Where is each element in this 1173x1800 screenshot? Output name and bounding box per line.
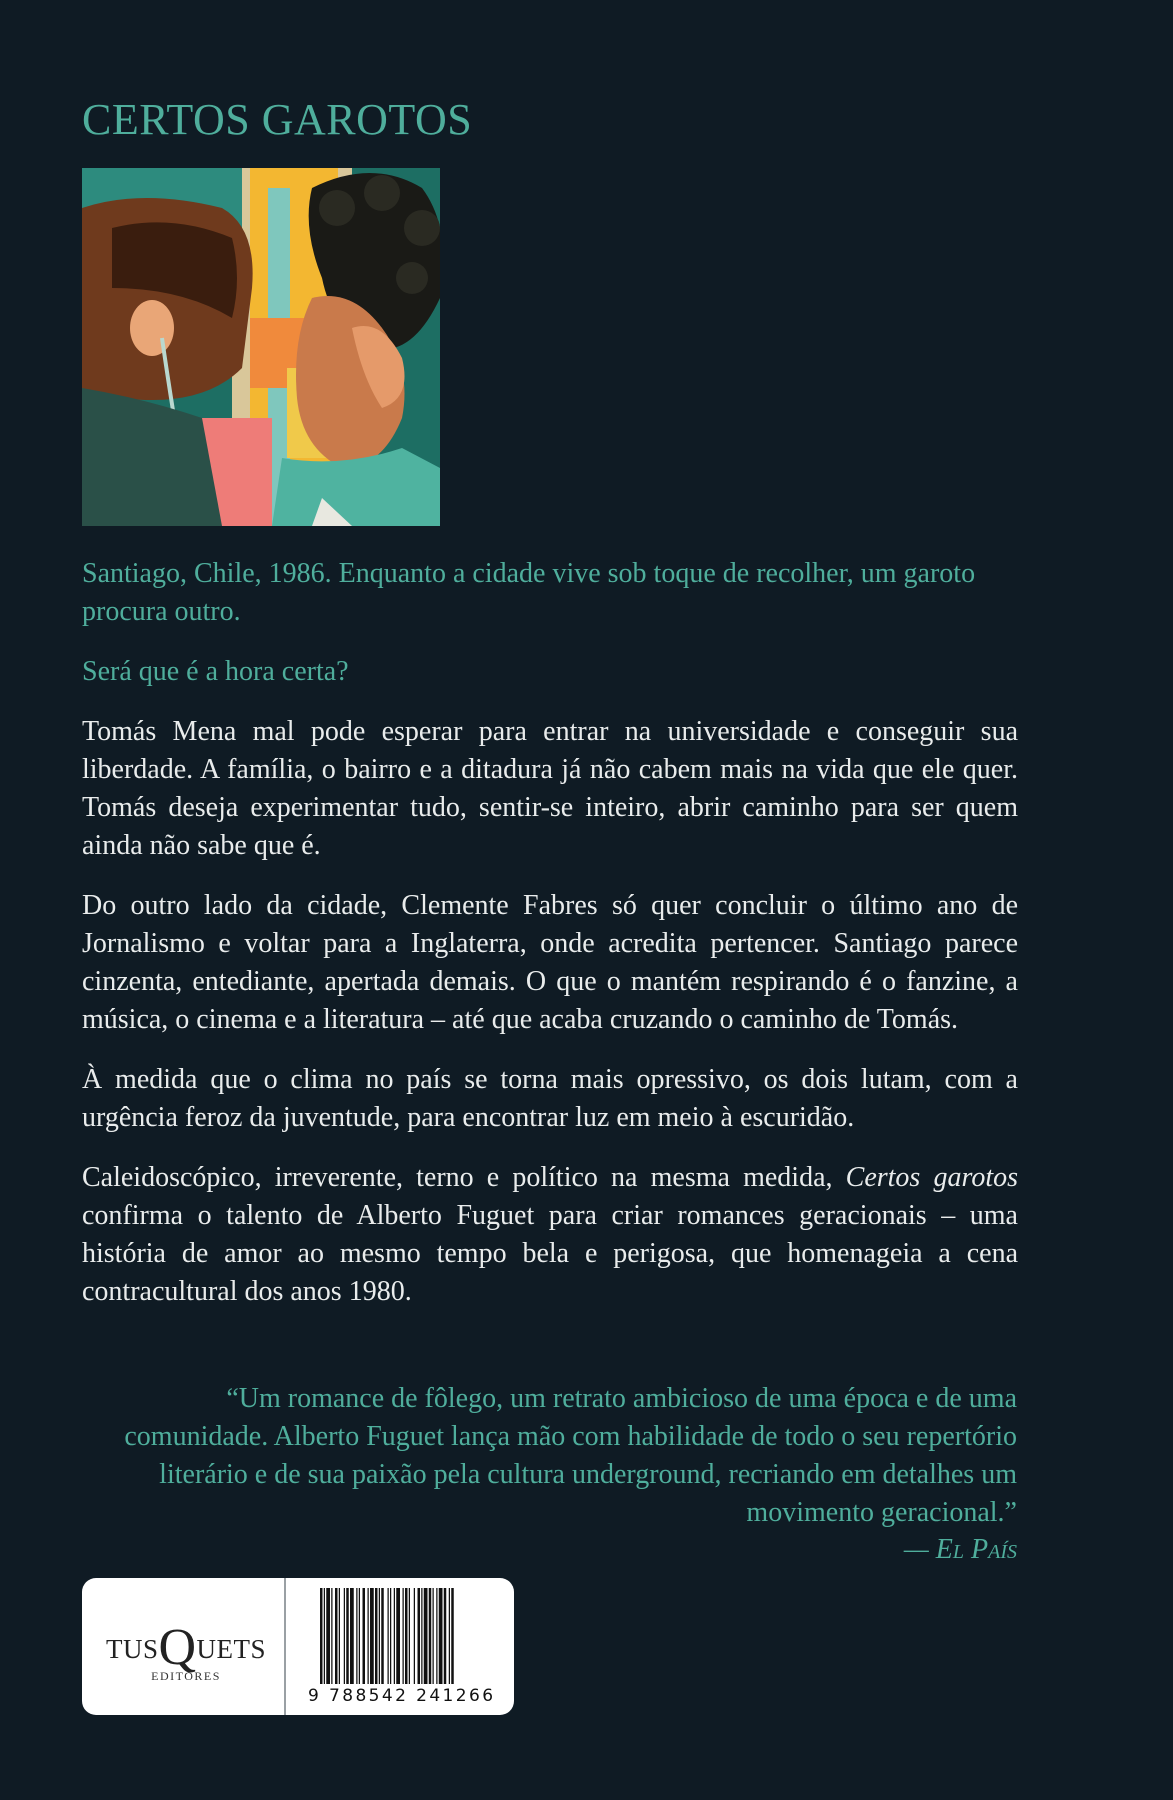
cover-illustration xyxy=(82,168,440,526)
barcode-bar xyxy=(418,1588,421,1684)
review-quote: “Um romance de fôlego, um retrato ambicioso de uma época e de uma comunidade. Alberto Fuguet lança mão com habilidade de todo o seu repertório literário e de sua paixão pela cultura underground, recriando em detalhes um movimento geracional.” xyxy=(124,1383,1017,1528)
barcode-bar xyxy=(429,1588,432,1684)
barcode-bar xyxy=(433,1588,434,1684)
blurb-paragraph xyxy=(82,1159,1018,1311)
barcode-bar xyxy=(324,1588,325,1684)
blurb-paragraph: Do outro lado da cidade, Clemente Fabres só quer concluir o último ano de Jornalismo e voltar para a Inglaterra, onde acredita pertencer. Santiago parece cinzenta, entediante, apertada demais. O que o mantém respirando é o fanzine, a música, o cinema e a literatura – até que acaba cruzando o caminho de Tomás. xyxy=(82,890,1018,1035)
barcode-panel xyxy=(82,1578,514,1715)
barcode-bar xyxy=(436,1588,437,1684)
blurb-tagline: Santiago, Chile, 1986. Enquanto a cidade vive sob toque de recolher, um garoto procura outro. xyxy=(82,558,976,627)
blurb-text: confirma o talento de Alberto Fuguet para criar romances geracionais – uma história de amor ao mesmo tempo bela e perigosa, que homenageia a cena contracultural dos anos 1980. xyxy=(82,1200,1018,1307)
barcode-bar xyxy=(405,1588,408,1684)
barcode-bar xyxy=(409,1588,410,1684)
barcode-bar xyxy=(444,1588,447,1684)
barcode-bar xyxy=(363,1588,366,1684)
attribution-dash: — xyxy=(903,1534,936,1565)
barcode-bar xyxy=(381,1588,384,1684)
barcode-bar xyxy=(396,1588,400,1684)
blurb-text: Caleidoscópico, irreverente, terno e político na mesma medida, xyxy=(82,1162,846,1193)
barcode-bar xyxy=(344,1588,345,1684)
barcode-bar xyxy=(331,1588,332,1684)
barcode-bar xyxy=(403,1588,404,1684)
barcode-bar xyxy=(379,1588,380,1684)
blurb-question: Será que é a hora certa? xyxy=(82,656,349,687)
barcode-bar xyxy=(356,1588,357,1684)
barcode-bar xyxy=(414,1588,415,1684)
barcode-icon xyxy=(320,1588,500,1684)
barcode-bar xyxy=(449,1588,450,1684)
blurb xyxy=(82,555,1018,1333)
barcode-bar xyxy=(339,1588,340,1684)
barcode-bar xyxy=(368,1588,369,1684)
publisher-logo xyxy=(82,1578,284,1715)
review-source: El País xyxy=(935,1534,1017,1565)
comic-illustration-icon xyxy=(82,168,440,526)
blurb-paragraph: Tomás Mena mal pode esperar para entrar na universidade e conseguir sua liberdade. A família, o bairro e a ditadura já não cabem mais na vida que ele quer. Tomás deseja experimentar tudo, sentir-se inteiro, abrir caminho para ser quem ainda não sabe que é. xyxy=(82,716,1018,861)
barcode-bar xyxy=(359,1588,360,1684)
review-attribution xyxy=(904,1534,1017,1566)
barcode-bar xyxy=(375,1588,378,1684)
barcode-bar xyxy=(390,1588,391,1684)
barcode-bar xyxy=(335,1588,338,1684)
book-title-italic: Certos garotos xyxy=(845,1162,1018,1193)
blurb-paragraph: À medida que o clima no país se torna mais opressivo, os dois lutam, com a urgência feroz da juventude, para encontrar luz em meio à escuridão. xyxy=(82,1064,1018,1133)
logo-post: UETS xyxy=(196,1634,267,1664)
barcode-bar xyxy=(350,1588,354,1684)
barcode-bar xyxy=(424,1588,428,1684)
logo-pre: TUS xyxy=(105,1634,159,1664)
barcode-bar xyxy=(370,1588,374,1684)
barcode-bar xyxy=(421,1588,422,1684)
book-title: CERTOS GAROTOS xyxy=(82,95,473,144)
barcode-bar xyxy=(388,1588,389,1684)
barcode-bar xyxy=(394,1588,395,1684)
barcode-bar xyxy=(439,1588,443,1684)
barcode-bar xyxy=(346,1588,349,1684)
barcode-bar xyxy=(451,1588,454,1684)
publisher-subtitle: EDITORES xyxy=(151,1669,221,1683)
barcode-bar xyxy=(326,1588,330,1684)
barcode-bar xyxy=(320,1588,323,1684)
isbn-number: 9 788542 241266 xyxy=(308,1686,496,1706)
divider xyxy=(284,1578,286,1715)
logo-q: Q xyxy=(158,1619,197,1676)
